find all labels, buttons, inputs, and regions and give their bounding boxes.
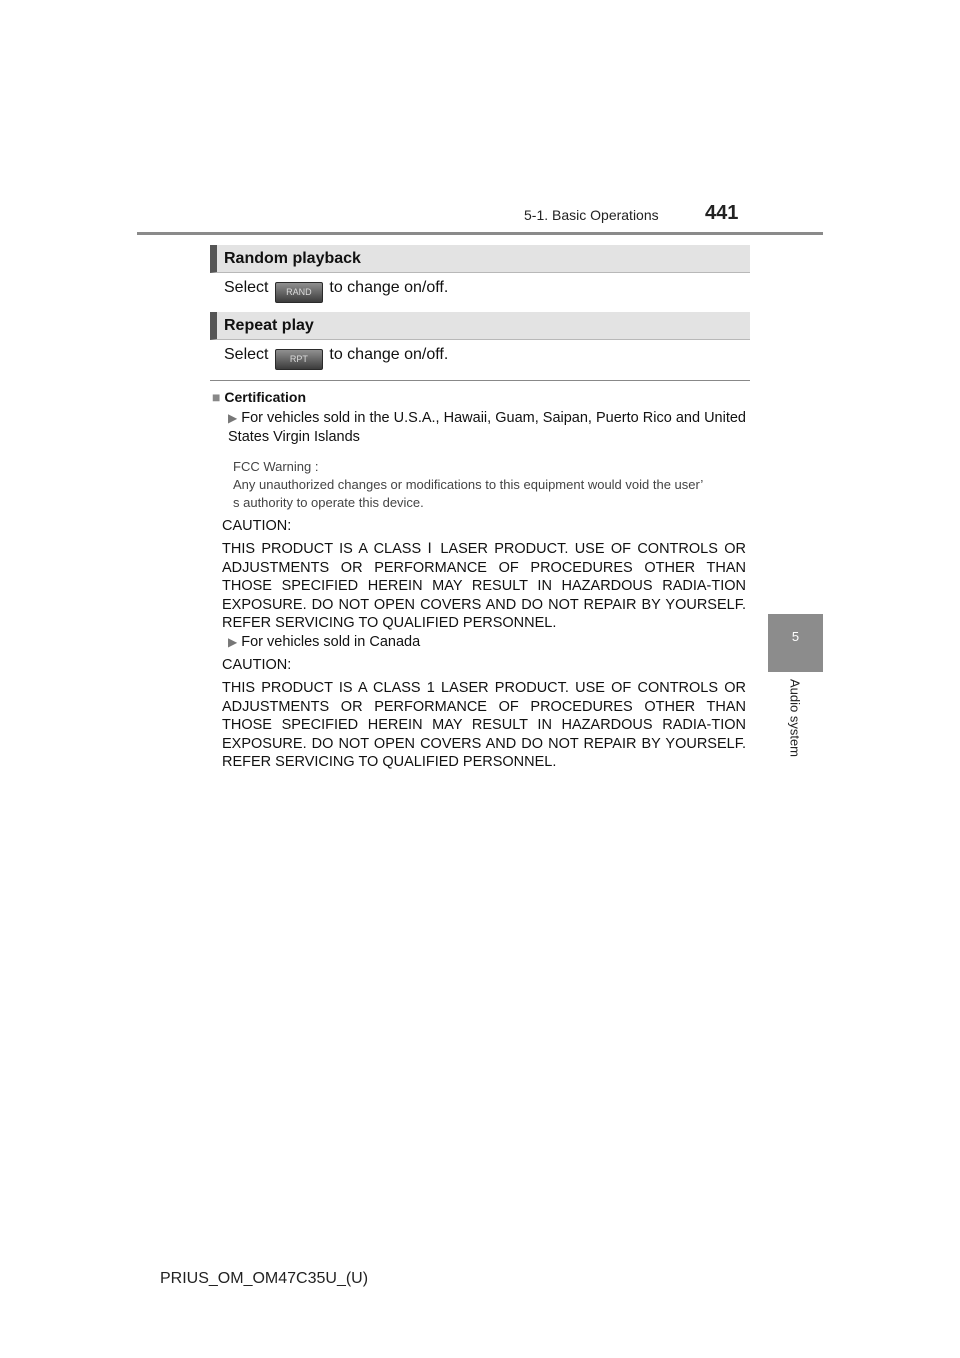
document-code: PRIUS_OM_OM47C35U_(U)	[160, 1270, 369, 1287]
triangle-bullet-icon: ▶	[228, 411, 238, 425]
page-number: 441	[705, 202, 739, 224]
section-separator	[210, 380, 750, 381]
random-select-text: Select	[224, 279, 269, 296]
rand-button-icon: RAND	[275, 282, 323, 303]
fcc-warning-line-1: FCC Warning :	[233, 459, 319, 474]
random-suffix-text: to change on/off.	[329, 279, 449, 296]
random-playback-title: Random playback	[224, 250, 361, 267]
caution-label-2: CAUTION:	[222, 657, 292, 673]
caution-text-1: THIS PRODUCT IS A CLASS Ⅰ LASER PRODUCT. USE OF CONTROLS OR ADJUSTMENTS OR PERFORMANCE OF PROCEDURES OTHER THAN THOSE SPECIFIED HEREIN MAY RESULT IN HAZARDOUS RADIA-TION EXPOSURE. DO NOT OPEN COVERS AND DO NOT REPAIR BY YOURSELF. REFER SERVICING TO QUALIFIED PERSONNEL.	[222, 541, 746, 631]
usa-bullet-text: For vehicles sold in the U.S.A., Hawaii, Guam, Saipan, Puerto Rico and United States Virgin Islands	[228, 410, 746, 445]
chapter-label: Audio system	[787, 678, 803, 758]
section-title: 5-1. Basic Operations	[524, 207, 659, 223]
certification-title: Certification	[224, 389, 307, 405]
repeat-play-instruction	[224, 346, 448, 370]
random-playback-instruction	[224, 279, 448, 303]
rpt-button-icon: RPT	[275, 349, 323, 370]
certification-heading	[212, 389, 306, 405]
fcc-warning-line-2: Any unauthorized changes or modifications to this equipment would void the user’	[233, 477, 704, 492]
caution-label-1: CAUTION:	[222, 518, 292, 534]
fcc-warning-line-3: s authority to operate this device.	[233, 495, 424, 510]
canada-bullet	[228, 633, 746, 652]
triangle-bullet-icon: ▶	[228, 635, 238, 649]
chapter-number: 5	[791, 629, 800, 644]
header-rule	[137, 232, 823, 235]
caution-text-2: THIS PRODUCT IS A CLASS 1 LASER PRODUCT. USE OF CONTROLS OR ADJUSTMENTS OR PERFORMANCE OF PROCEDURES OTHER THAN THOSE SPECIFIED HEREIN MAY RESULT IN HAZARDOUS RADIA-TION EXPOSURE. DO NOT OPEN COVERS AND DO NOT REPAIR BY YOURSELF. REFER SERVICING TO QUALIFIED PERSONNEL.	[222, 680, 746, 770]
square-bullet-icon: ■	[212, 389, 221, 405]
repeat-play-title: Repeat play	[224, 317, 314, 334]
usa-bullet	[228, 409, 746, 446]
repeat-suffix-text: to change on/off.	[329, 346, 449, 363]
canada-bullet-text: For vehicles sold in Canada	[241, 634, 421, 650]
repeat-select-text: Select	[224, 346, 269, 363]
